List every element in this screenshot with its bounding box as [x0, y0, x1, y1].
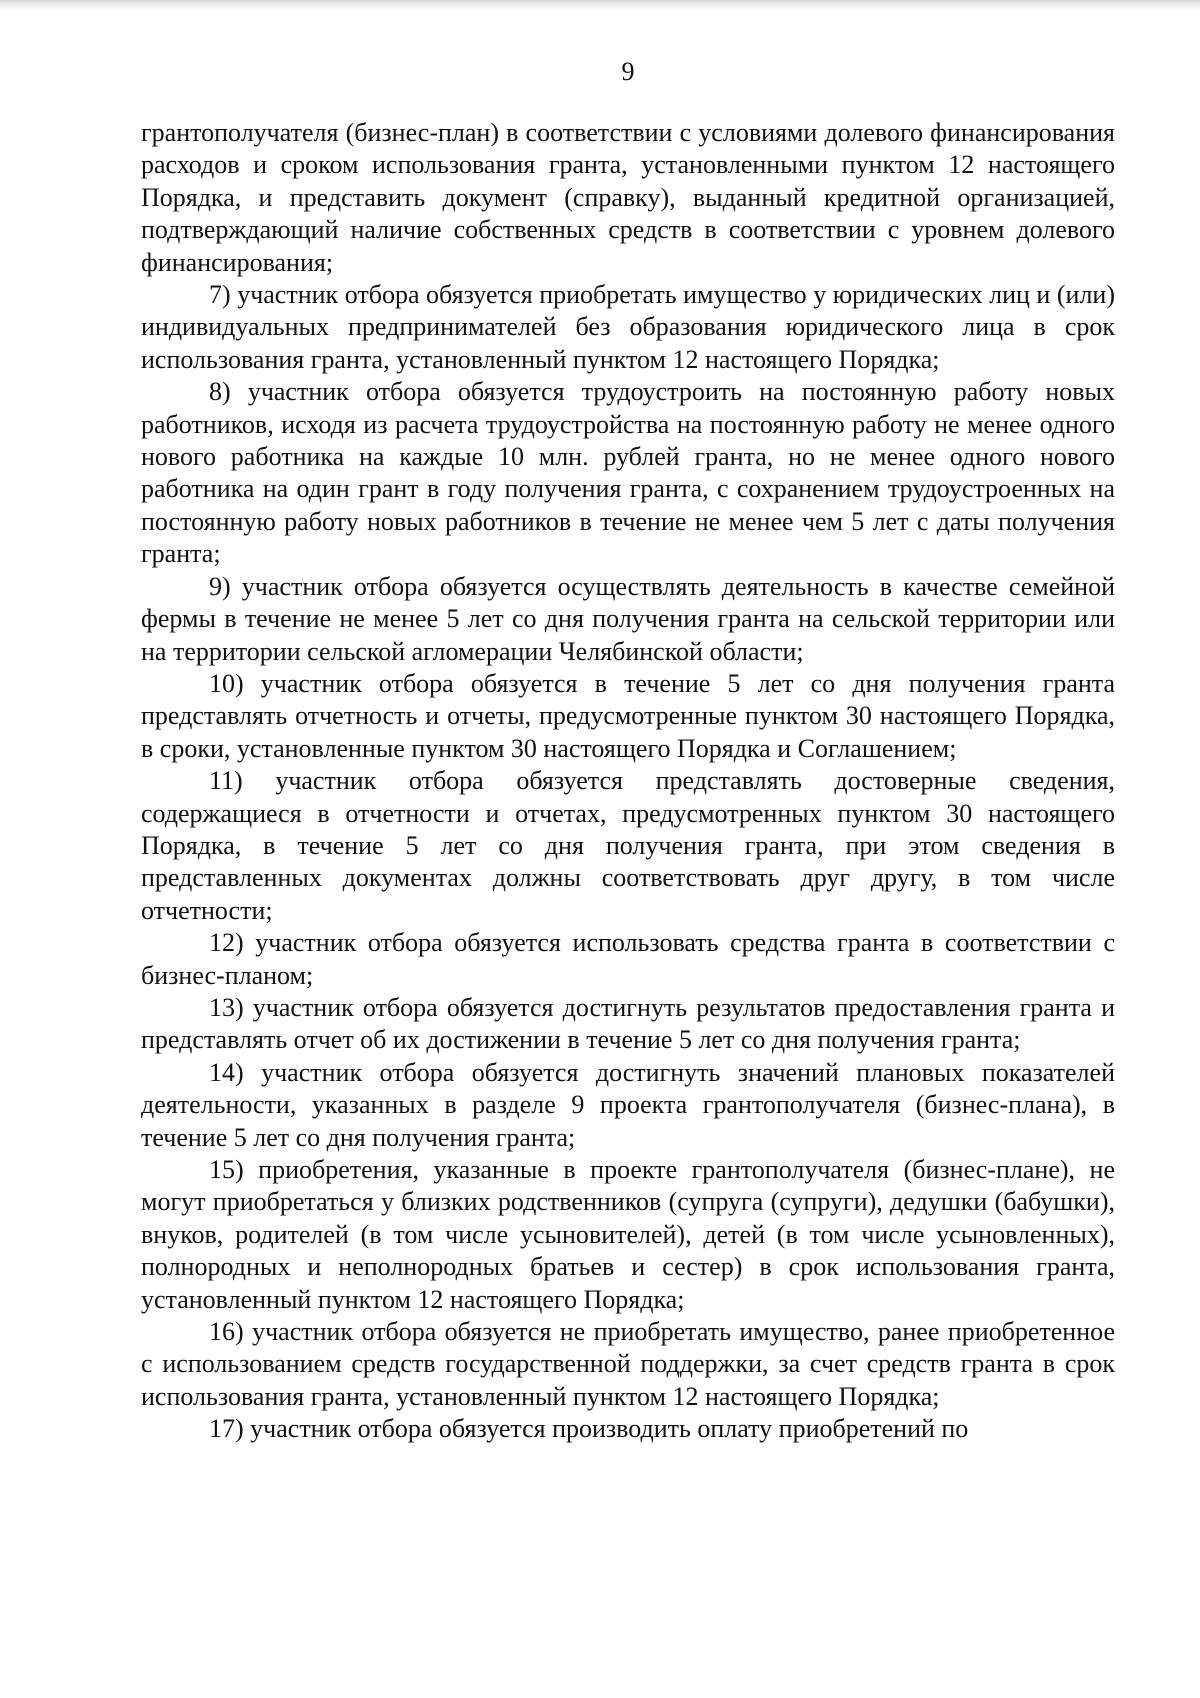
paragraph-item-13: 13) участник отбора обязуется достигнуть результатов предоставления гранта и представлять отчет об их достижении в течение 5 лет со дня получения гранта;: [141, 992, 1115, 1055]
scan-top-edge: [0, 0, 1200, 12]
paragraph-item-14: 14) участник отбора обязуется достигнуть значений плановых показателей деятельности, указанных в разделе 9 проекта грантополучателя (бизнес-плана), в течение 5 лет со дня получения гранта;: [141, 1057, 1115, 1152]
paragraph-continuation: грантополучателя (бизнес-план) в соответствии с условиями долевого финансирования расходов и сроком использования гранта, установленными пунктом 12 настоящего Порядка, и представить документ (справку), выданный кредитной организацией, подтверждающий наличие собственных средств в соответствии с уровнем долевого финансирования;: [141, 118, 1115, 277]
page-number: 9: [621, 57, 635, 86]
document-body: [141, 117, 1115, 1446]
paragraph-item-7: 7) участник отбора обязуется приобретать имущество у юридических лиц и (или) индивидуальных предпринимателей без образования юридического лица в срок использования гранта, установленный пунктом 12 настоящего Порядка;: [141, 280, 1115, 374]
paragraph-item-9: 9) участник отбора обязуется осуществлять деятельность в качестве семейной фермы в течение не менее 5 лет со дня получения гранта на сельской территории или на территории сельской агломерации Челябинской области;: [141, 571, 1115, 666]
paragraph-item-12: 12) участник отбора обязуется использовать средства гранта в соответствии с бизнес-планом;: [141, 928, 1115, 990]
paragraph-item-17: 17) участник отбора обязуется производить оплату приобретений по: [209, 1414, 969, 1444]
paragraph-item-8: 8) участник отбора обязуется трудоустроить на постоянную работу новых работников, исходя из расчета трудоустройства на постоянную работу не менее одного нового работника на каждые 10 млн. рублей гранта, но не менее одного нового работника на один грант в году получения гранта, с сохранением трудоустроенных на постоянную работу новых работников в течение не менее чем 5 лет с даты получения гранта;: [141, 377, 1115, 569]
paragraph-item-16: 16) участник отбора обязуется не приобретать имущество, ранее приобретенное с использованием средств государственной поддержки, за счет средств гранта в срок использования гранта, установленный пунктом 12 настоящего Порядка;: [141, 1317, 1115, 1411]
paragraph-item-10: 10) участник отбора обязуется в течение 5 лет со дня получения гранта представлять отчетность и отчеты, предусмотренные пунктом 30 настоящего Порядка, в сроки, установленные пунктом 30 настоящего Порядка и Соглашением;: [141, 668, 1115, 763]
paragraph-item-15: 15) приобретения, указанные в проекте грантополучателя (бизнес-плане), не могут приобретаться у близких родственников (супруга (супруги), дедушки (бабушки), внуков, родителей (в том числе усыновителей), детей (в том числе усыновленных), полнородных и неполнородных братьев и сестер) в срок использования гранта, установленный пунктом 12 настоящего Порядка;: [141, 1155, 1115, 1314]
paragraph-item-11: 11) участник отбора обязуется представлять достоверные сведения, содержащиеся в отчетности и отчетах, предусмотренных пунктом 30 настоящего Порядка, в течение 5 лет со дня получения гранта, при этом сведения в представленных документах должны соответствовать друг другу, в том числе отчетности;: [141, 766, 1115, 925]
